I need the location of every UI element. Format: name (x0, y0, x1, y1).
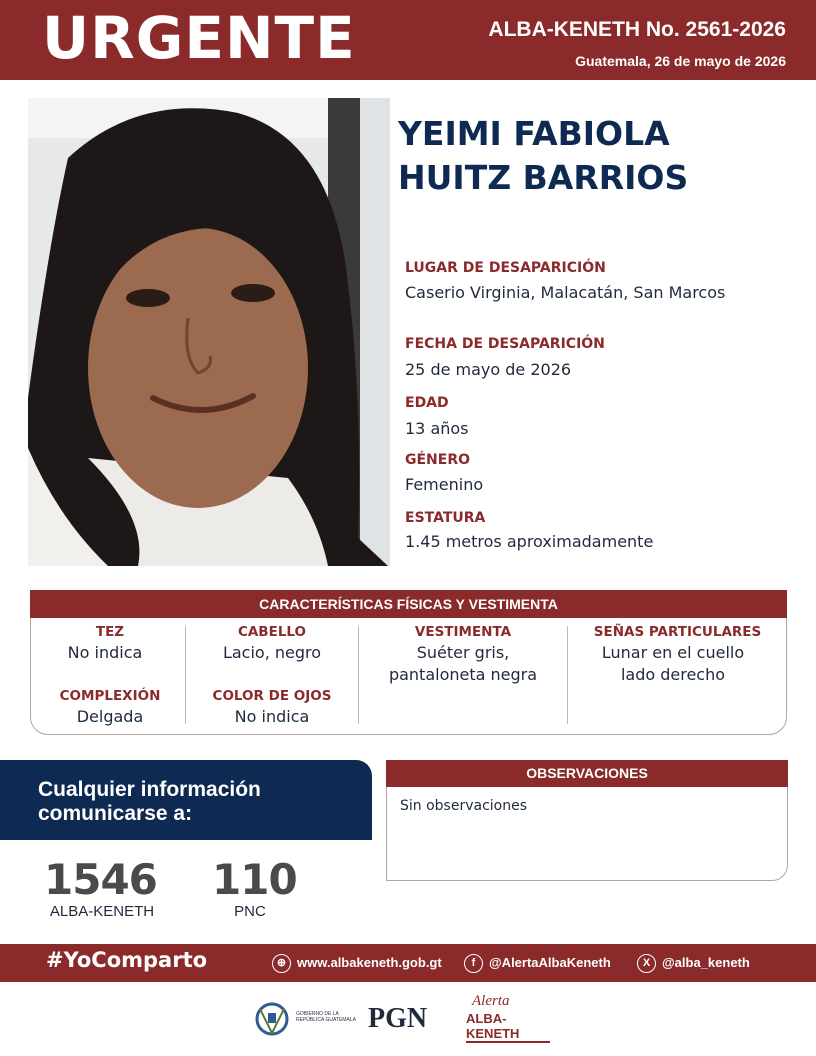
age-label: EDAD (405, 395, 449, 411)
eye-color-value: No indica (234, 707, 310, 726)
place-value: Caserio Virginia, Malacatán, San Marcos (405, 283, 726, 302)
x-text: @alba_keneth (662, 955, 750, 970)
gender-label: GÉNERO (405, 452, 471, 468)
complexion-label: COMPLEXIÓN (59, 688, 161, 704)
distinguishing-marks-value (568, 642, 778, 686)
alba-keneth-phone: 1546 (44, 855, 157, 904)
complexion-value: Delgada (76, 707, 144, 726)
pnc-phone-label: PNC (234, 903, 266, 920)
eye-color-label: COLOR DE OJOS (212, 688, 332, 704)
hashtag: #YoComparto (46, 948, 208, 972)
hair-value: Lacio, negro (222, 643, 322, 662)
person-name-line1: YEIMI FABIOLA (398, 114, 670, 153)
pnc-phone: 110 (212, 855, 297, 904)
institution-logos (250, 993, 550, 1043)
age-value: 13 años (405, 419, 469, 438)
clothing-value-line1: Suéter gris, (416, 643, 510, 662)
date-value: 25 de mayo de 2026 (405, 360, 572, 379)
alba-keneth-logo-text: ALBA-KENETH (466, 1011, 550, 1043)
clothing-label: VESTIMENTA (414, 624, 512, 640)
gender-value: Femenino (405, 475, 484, 494)
clothing-value-line2: pantaloneta negra (388, 665, 538, 684)
missing-person-photo (28, 98, 390, 566)
website-text: www.albakeneth.gob.gt (297, 955, 442, 970)
height-label: ESTATURA (405, 510, 486, 526)
urgent-title: URGENTE (42, 4, 356, 72)
pgn-logo: PGN (368, 1003, 428, 1034)
person-name (398, 112, 798, 200)
characteristics-title: CARACTERÍSTICAS FÍSICAS Y VESTIMENTA (30, 590, 787, 618)
distinguishing-marks-label: SEÑAS PARTICULARES (593, 624, 762, 640)
marks-value-line2: lado derecho (620, 665, 726, 684)
date-label: FECHA DE DESAPARICIÓN (405, 336, 605, 352)
tez-label: TEZ (95, 624, 125, 640)
alba-keneth-phone-label: ALBA-KENETH (49, 903, 155, 920)
clothing-value (359, 642, 567, 686)
contact-line2: comunicarse a: (38, 802, 193, 825)
facebook-icon: f (464, 954, 483, 973)
alerta-logo-text: Alerta (472, 993, 510, 1009)
hair-label: CABELLO (237, 624, 307, 640)
x-link[interactable] (637, 953, 750, 973)
government-logo-text: GOBIERNO DE LA REPÚBLICA GUATEMALA (296, 1011, 356, 1023)
alert-number: ALBA-KENETH No. 2561-2026 (488, 18, 786, 41)
place-label: LUGAR DE DESAPARICIÓN (405, 260, 606, 276)
observations-text: Sin observaciones (400, 798, 528, 814)
facebook-text: @AlertaAlbaKeneth (489, 955, 611, 970)
globe-icon: ⊕ (272, 954, 291, 973)
observations-title: OBSERVACIONES (386, 760, 788, 787)
height-value: 1.45 metros aproximadamente (405, 532, 654, 551)
marks-value-line1: Lunar en el cuello (601, 643, 745, 662)
contact-line1: Cualquier información (38, 778, 261, 801)
alert-date: Guatemala, 26 de mayo de 2026 (575, 53, 786, 69)
website-link[interactable] (272, 953, 442, 973)
guatemala-emblem-icon (252, 999, 292, 1039)
facebook-link[interactable] (464, 953, 611, 973)
x-icon: X (637, 954, 656, 973)
contact-prompt (38, 778, 358, 826)
person-name-line2: HUITZ BARRIOS (398, 158, 689, 197)
tez-value: No indica (67, 643, 143, 662)
